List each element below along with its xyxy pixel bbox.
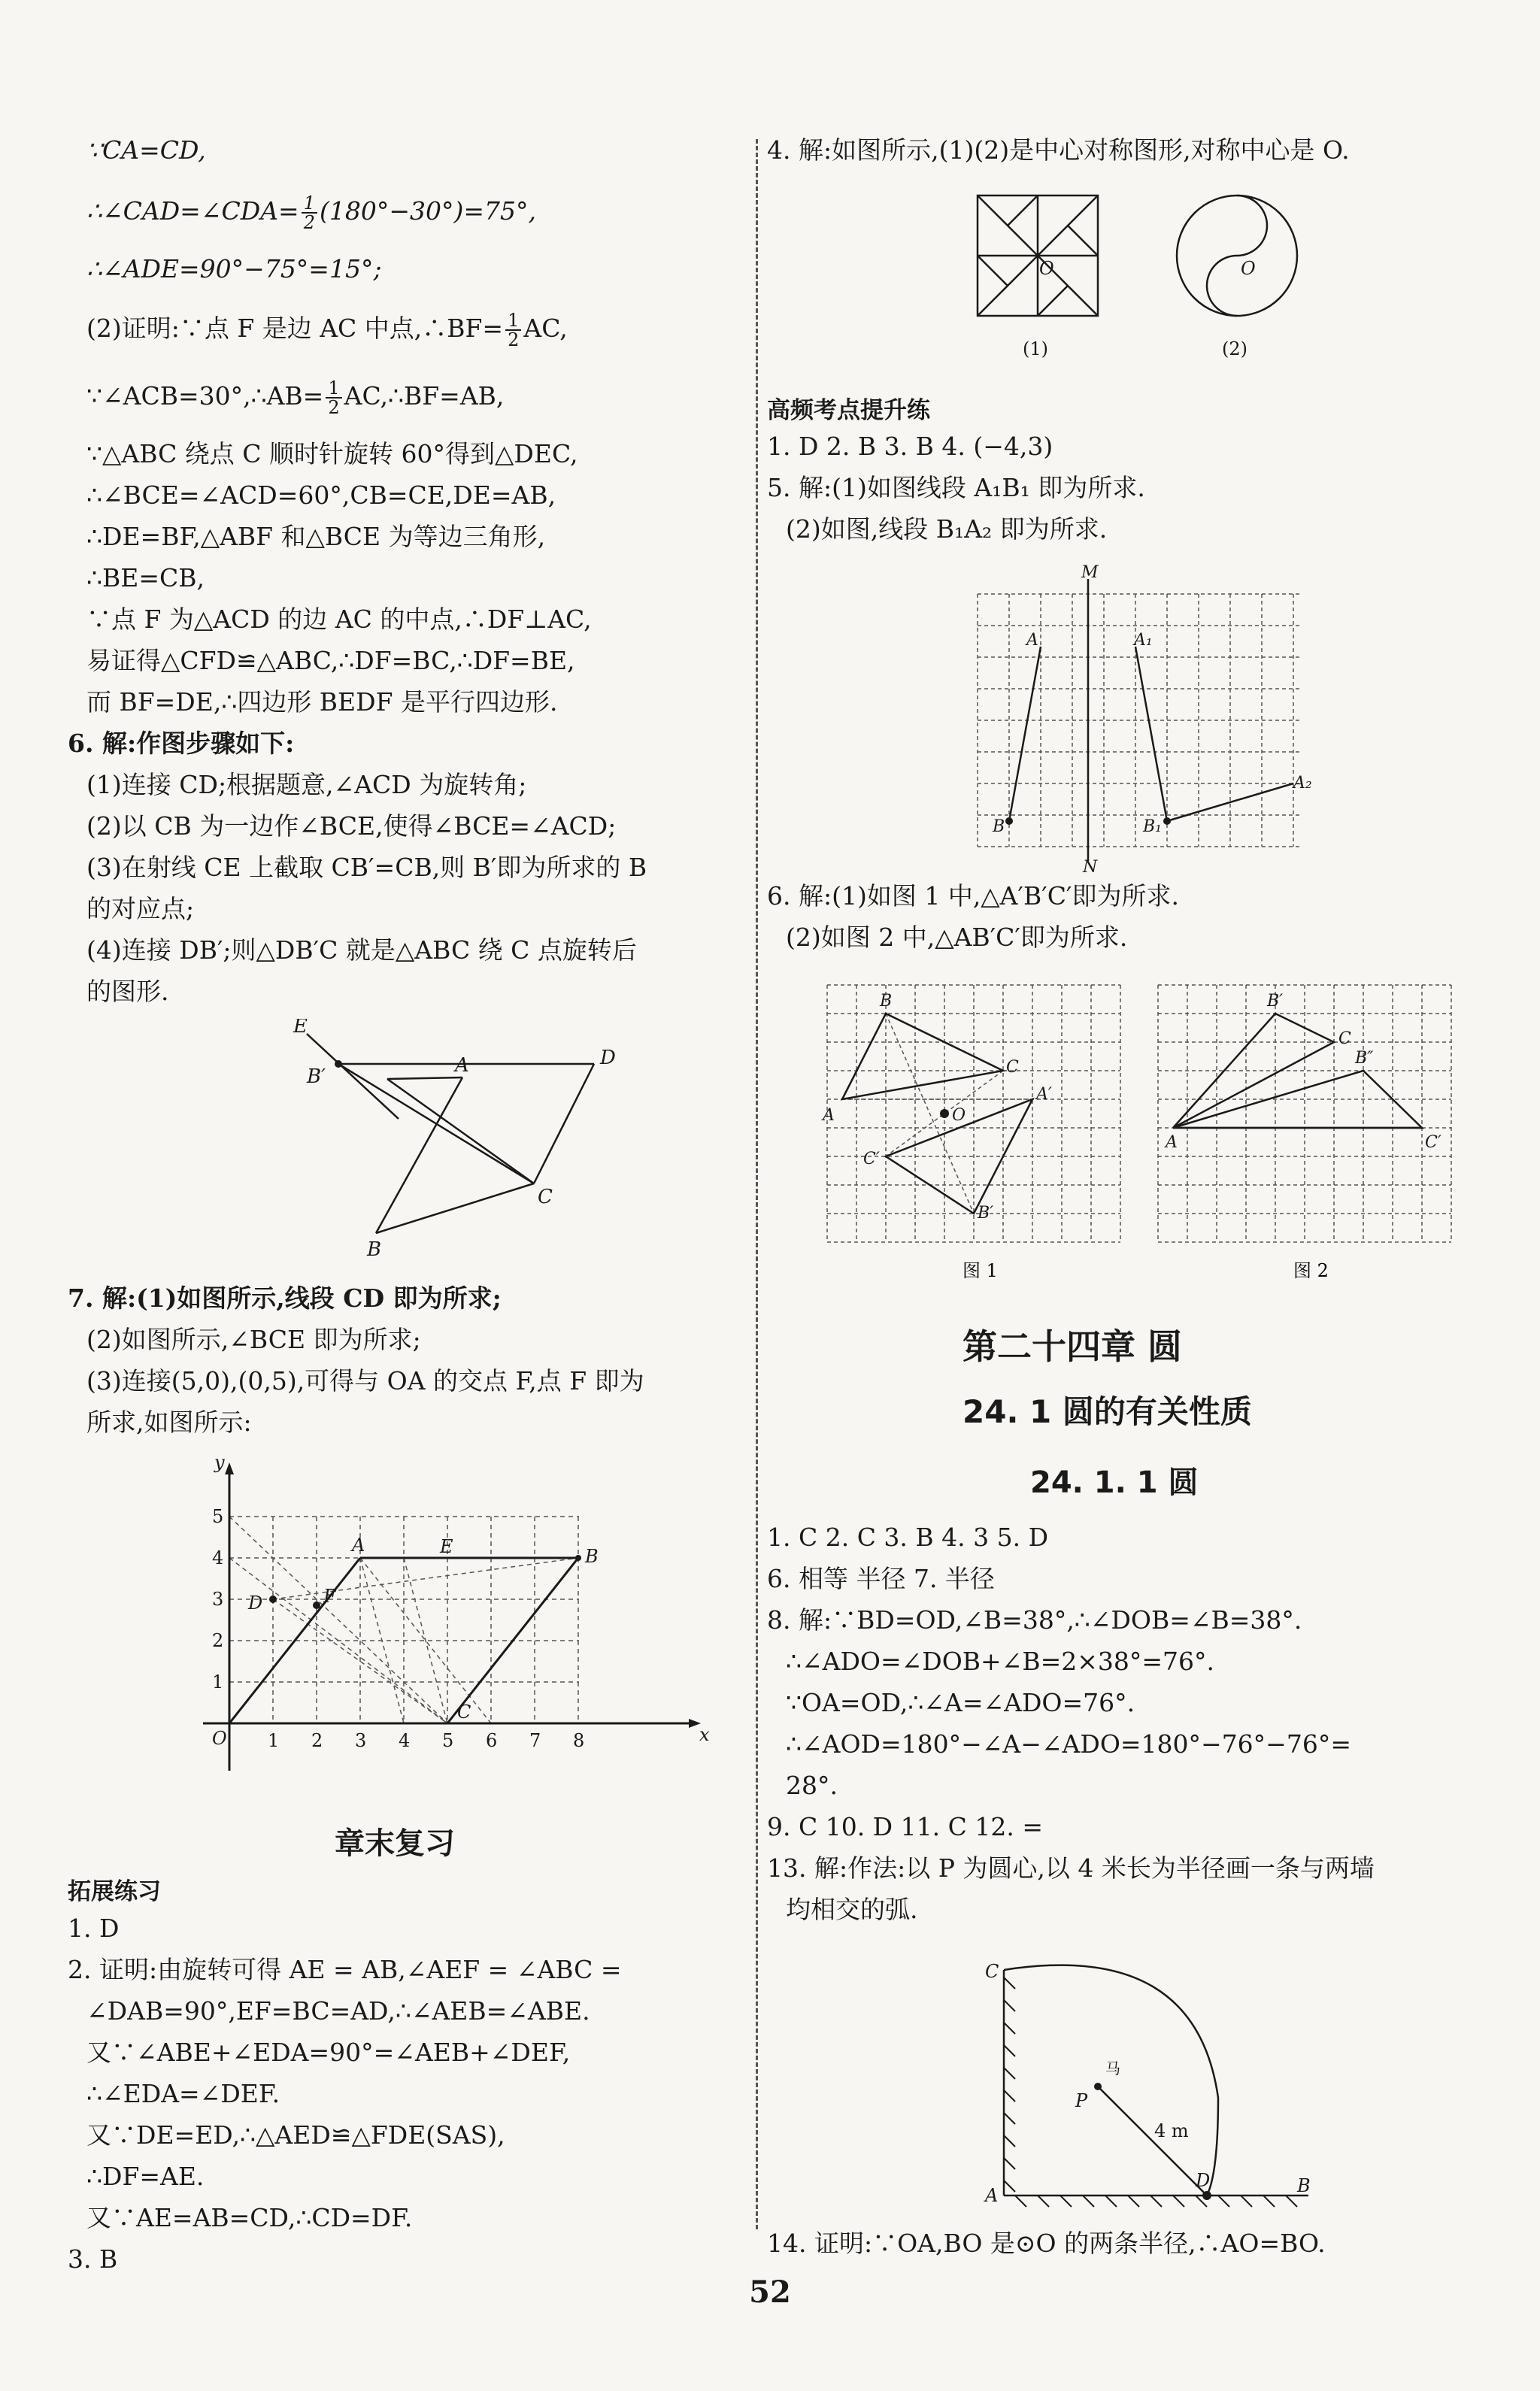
column-divider — [756, 139, 758, 2229]
question-14: 14. 证明:∵OA,BO 是⊙O 的两条半径,∴AO=BO. — [767, 2229, 1326, 2258]
x-tick: 7 — [529, 1730, 541, 1751]
text-line: 又∵DE=ED,∴△AED≌△FDE(SAS), — [86, 2120, 505, 2150]
label-d: D — [600, 1047, 616, 1069]
label-d: D — [248, 1592, 263, 1614]
x-tick: 5 — [442, 1730, 454, 1751]
text-line: ∴DF=AE. — [86, 2162, 205, 2191]
label-b: B — [1297, 2175, 1311, 2196]
text-line: ∴∠BCE=∠ACD=60°,CB=CE,DE=AB, — [86, 480, 556, 510]
text-line: 又∵∠ABE+∠EDA=90°=∠AEB+∠DEF, — [86, 2038, 571, 2067]
pinwheel-shape — [978, 195, 1098, 316]
text-line: ∴∠AOD=180°−∠A−∠ADO=180°−76°−76°= — [786, 1729, 1351, 1759]
figure-q4 — [955, 188, 1331, 368]
figure-q5-grid — [962, 564, 1323, 872]
text-line: ∴BE=CB, — [86, 563, 205, 592]
fraction: $\frac{1}{2}$ — [302, 194, 317, 232]
fraction: $\frac{1}{2}$ — [505, 311, 521, 349]
label-b: B — [993, 817, 1005, 836]
question-5: 5. 解:(1)如图线段 A₁B₁ 即为所求. — [767, 473, 1145, 502]
text-line: 3. B — [68, 2244, 118, 2274]
origin-label: O — [212, 1728, 227, 1749]
text-line: ∵△ABC 绕点 C 顺时针旋转 60°得到△DEC, — [86, 439, 578, 468]
point-b1 — [335, 1060, 342, 1068]
subsection-title: 24. 1. 1 圆 — [1030, 1465, 1199, 1500]
caption-fig1: 图 1 — [962, 1260, 998, 1281]
text-line: ∴∠ADE=90°−75°=15°; — [86, 254, 382, 283]
text-line: (2)如图,线段 B₁A₂ 即为所求. — [786, 514, 1108, 544]
chapter-title: 第二十四章 圆 — [962, 1326, 1183, 1367]
x-tick: 8 — [573, 1730, 585, 1751]
label-p: P — [1075, 2090, 1088, 2111]
label-c: C — [1006, 1058, 1019, 1077]
high-freq-heading: 高频考点提升练 — [767, 397, 930, 424]
label-horse: 马 — [1105, 2059, 1120, 2077]
label-o: O — [952, 1106, 966, 1125]
label-a1: A₁ — [1134, 631, 1153, 650]
question-6-right: 6. 解:(1)如图 1 中,△A′B′C′即为所求. — [767, 881, 1179, 911]
label-b1: B′ — [1267, 992, 1284, 1011]
text-line: 1. C 2. C 3. B 4. 3 5. D — [767, 1523, 1049, 1552]
label-c: C — [538, 1186, 553, 1208]
text-line: 而 BF=DE,∴四边形 BEDF 是平行四边形. — [86, 687, 558, 717]
text-line: ∵点 F 为△ACD 的边 AC 的中点,∴DF⊥AC, — [86, 605, 592, 634]
label-c: C — [985, 1961, 999, 1982]
text-line: 所求,如图所示: — [86, 1408, 252, 1437]
label-f: F — [323, 1586, 336, 1607]
label-a: A — [352, 1535, 365, 1556]
label-n: N — [1083, 858, 1098, 872]
label-a: A — [985, 2185, 999, 2206]
review-title: 章末复习 — [335, 1826, 455, 1861]
text-line: 易证得△CFD≌△ABC,∴DF=BC,∴DF=BE, — [86, 646, 575, 675]
x-tick: 1 — [268, 1730, 280, 1751]
text-line: 1. D — [68, 1914, 120, 1943]
text-line: (2)以 CB 为一边作∠BCE,使得∠BCE=∠ACD; — [86, 811, 617, 841]
text-line: ∵∠ACB=30°,∴AB= $\frac{1}{2}$ AC,∴BF=AB, — [86, 377, 505, 418]
review-subheading: 拓展练习 — [68, 1878, 161, 1905]
figure-q13 — [970, 1947, 1346, 2211]
question-8: 8. 解:∵BD=OD,∠B=38°,∴∠DOB=∠B=38°. — [767, 1605, 1302, 1635]
text-line: 1. D 2. B 3. B 4. (−4,3) — [767, 432, 1053, 461]
label-b: B — [880, 992, 893, 1011]
label-c1: C′ — [1425, 1133, 1441, 1152]
label-e: E — [293, 1019, 308, 1038]
label-b1: B′ — [307, 1065, 326, 1088]
fraction: $\frac{1}{2}$ — [326, 379, 341, 417]
point-d — [1202, 2191, 1211, 2200]
y-tick: 3 — [212, 1589, 224, 1610]
label-e: E — [440, 1536, 453, 1557]
text-line: (4)连接 DB′;则△DB′C 就是△ABC 绕 C 点旋转后 — [86, 935, 637, 965]
label-radius: 4 m — [1154, 2120, 1189, 2141]
label-c: C — [457, 1702, 471, 1723]
question-7: 7. 解:(1)如图所示,线段 CD 即为所求; — [68, 1283, 502, 1313]
label-b1: B₁ — [1143, 817, 1162, 836]
point-p — [1094, 2083, 1102, 2090]
caption-fig2: 图 2 — [1293, 1260, 1329, 1281]
text-line: 9. C 10. D 11. C 12. = — [767, 1812, 1043, 1841]
label-b2: B″ — [1355, 1049, 1374, 1068]
section-title: 24. 1 圆的有关性质 — [962, 1393, 1252, 1430]
text-line: (2)证明:∵点 F 是边 AC 中点,∴BF= $\frac{1}{2}$ AC, — [86, 310, 568, 350]
caption-2: (2) — [1222, 338, 1247, 359]
x-tick: 2 — [311, 1730, 323, 1751]
arc — [1004, 1965, 1218, 2196]
text-line: 的图形. — [86, 977, 169, 1006]
y-tick: 4 — [212, 1547, 224, 1568]
label-b1: B′ — [978, 1204, 994, 1223]
label-a1: A′ — [1036, 1085, 1052, 1104]
text-line: ∵CA=CD, — [86, 135, 206, 165]
label-c: C — [1338, 1029, 1351, 1048]
text-line: (3)在射线 CE 上截取 CB′=CB,则 B′即为所求的 B — [86, 853, 647, 882]
label-b: B — [367, 1238, 382, 1261]
text-line: ∴∠ADO=∠DOB+∠B=2×38°=76°. — [786, 1647, 1215, 1676]
figure-q6-grids — [812, 970, 1474, 1301]
taiji-shape — [1177, 195, 1297, 316]
point-d — [269, 1596, 277, 1603]
center-label: O — [1039, 258, 1054, 279]
text-line: 6. 相等 半径 7. 半径 — [767, 1564, 995, 1593]
caption-1: (1) — [1023, 338, 1048, 359]
axis-x-label: x — [699, 1724, 710, 1745]
text-line: (2)如图所示,∠BCE 即为所求; — [86, 1325, 421, 1354]
x-tick: 6 — [486, 1730, 498, 1751]
text-line: ∠DAB=90°,EF=BC=AD,∴∠AEB=∠ABE. — [86, 1996, 590, 2026]
text-line: (1)连接 CD;根据题意,∠ACD 为旋转角; — [86, 770, 527, 799]
text-line: ∵OA=OD,∴∠A=∠ADO=76°. — [786, 1688, 1135, 1717]
center-o — [940, 1109, 949, 1118]
label-a: A — [1026, 631, 1038, 650]
figure-q7-coordinate-grid — [188, 1455, 714, 1793]
center-label: O — [1241, 258, 1256, 279]
label-m: M — [1081, 564, 1099, 582]
text-line: ∴∠CAD=∠CDA= $\frac{1}{2}$ (180°−30°)=75°, — [86, 192, 536, 233]
x-tick: 4 — [399, 1730, 411, 1751]
label-c1: C′ — [863, 1150, 880, 1168]
question-13: 13. 解:作法:以 P 为圆心,以 4 米长为半径画一条与两墙 — [767, 1853, 1375, 1883]
text-line: (3)连接(5,0),(0,5),可得与 OA 的交点 F,点 F 即为 — [86, 1366, 644, 1396]
text-line: 均相交的弧. — [786, 1895, 918, 1924]
text-line: 28°. — [786, 1771, 838, 1800]
label-a: A — [823, 1106, 835, 1125]
segment-ac — [387, 1079, 534, 1183]
text-line: ∴DE=BF,△ABF 和△BCE 为等边三角形, — [86, 522, 546, 551]
y-tick: 5 — [212, 1506, 224, 1527]
segment-dc — [534, 1064, 594, 1183]
label-a2: A₂ — [1293, 774, 1312, 792]
page-number: 52 — [749, 2274, 791, 2310]
segment-b1c — [338, 1064, 534, 1183]
label-a: A — [455, 1054, 469, 1077]
question-4: 4. 解:如图所示,(1)(2)是中心对称图形,对称中心是 O. — [767, 135, 1350, 165]
label-b: B — [585, 1546, 599, 1567]
text-line: (2)如图 2 中,△AB′C′即为所求. — [786, 923, 1128, 952]
label-d: D — [1196, 2170, 1211, 2191]
point-f — [313, 1602, 320, 1609]
axis-y-label: y — [214, 1455, 225, 1473]
question-6: 6. 解:作图步骤如下: — [68, 729, 295, 758]
grid-1 — [827, 985, 1120, 1242]
x-tick: 3 — [355, 1730, 367, 1751]
text-line: 又∵AE=AB=CD,∴CD=DF. — [86, 2203, 413, 2232]
segment-a — [387, 1077, 462, 1079]
text-line: 的对应点; — [86, 894, 195, 923]
text-line: ∴∠EDA=∠DEF. — [86, 2079, 280, 2108]
text-line: 2. 证明:由旋转可得 AE = AB,∠AEF = ∠ABC = — [68, 1955, 622, 1984]
label-a: A — [1166, 1133, 1178, 1152]
y-tick: 1 — [212, 1671, 224, 1692]
figure-q6 — [286, 1019, 632, 1267]
y-tick: 2 — [212, 1630, 224, 1651]
